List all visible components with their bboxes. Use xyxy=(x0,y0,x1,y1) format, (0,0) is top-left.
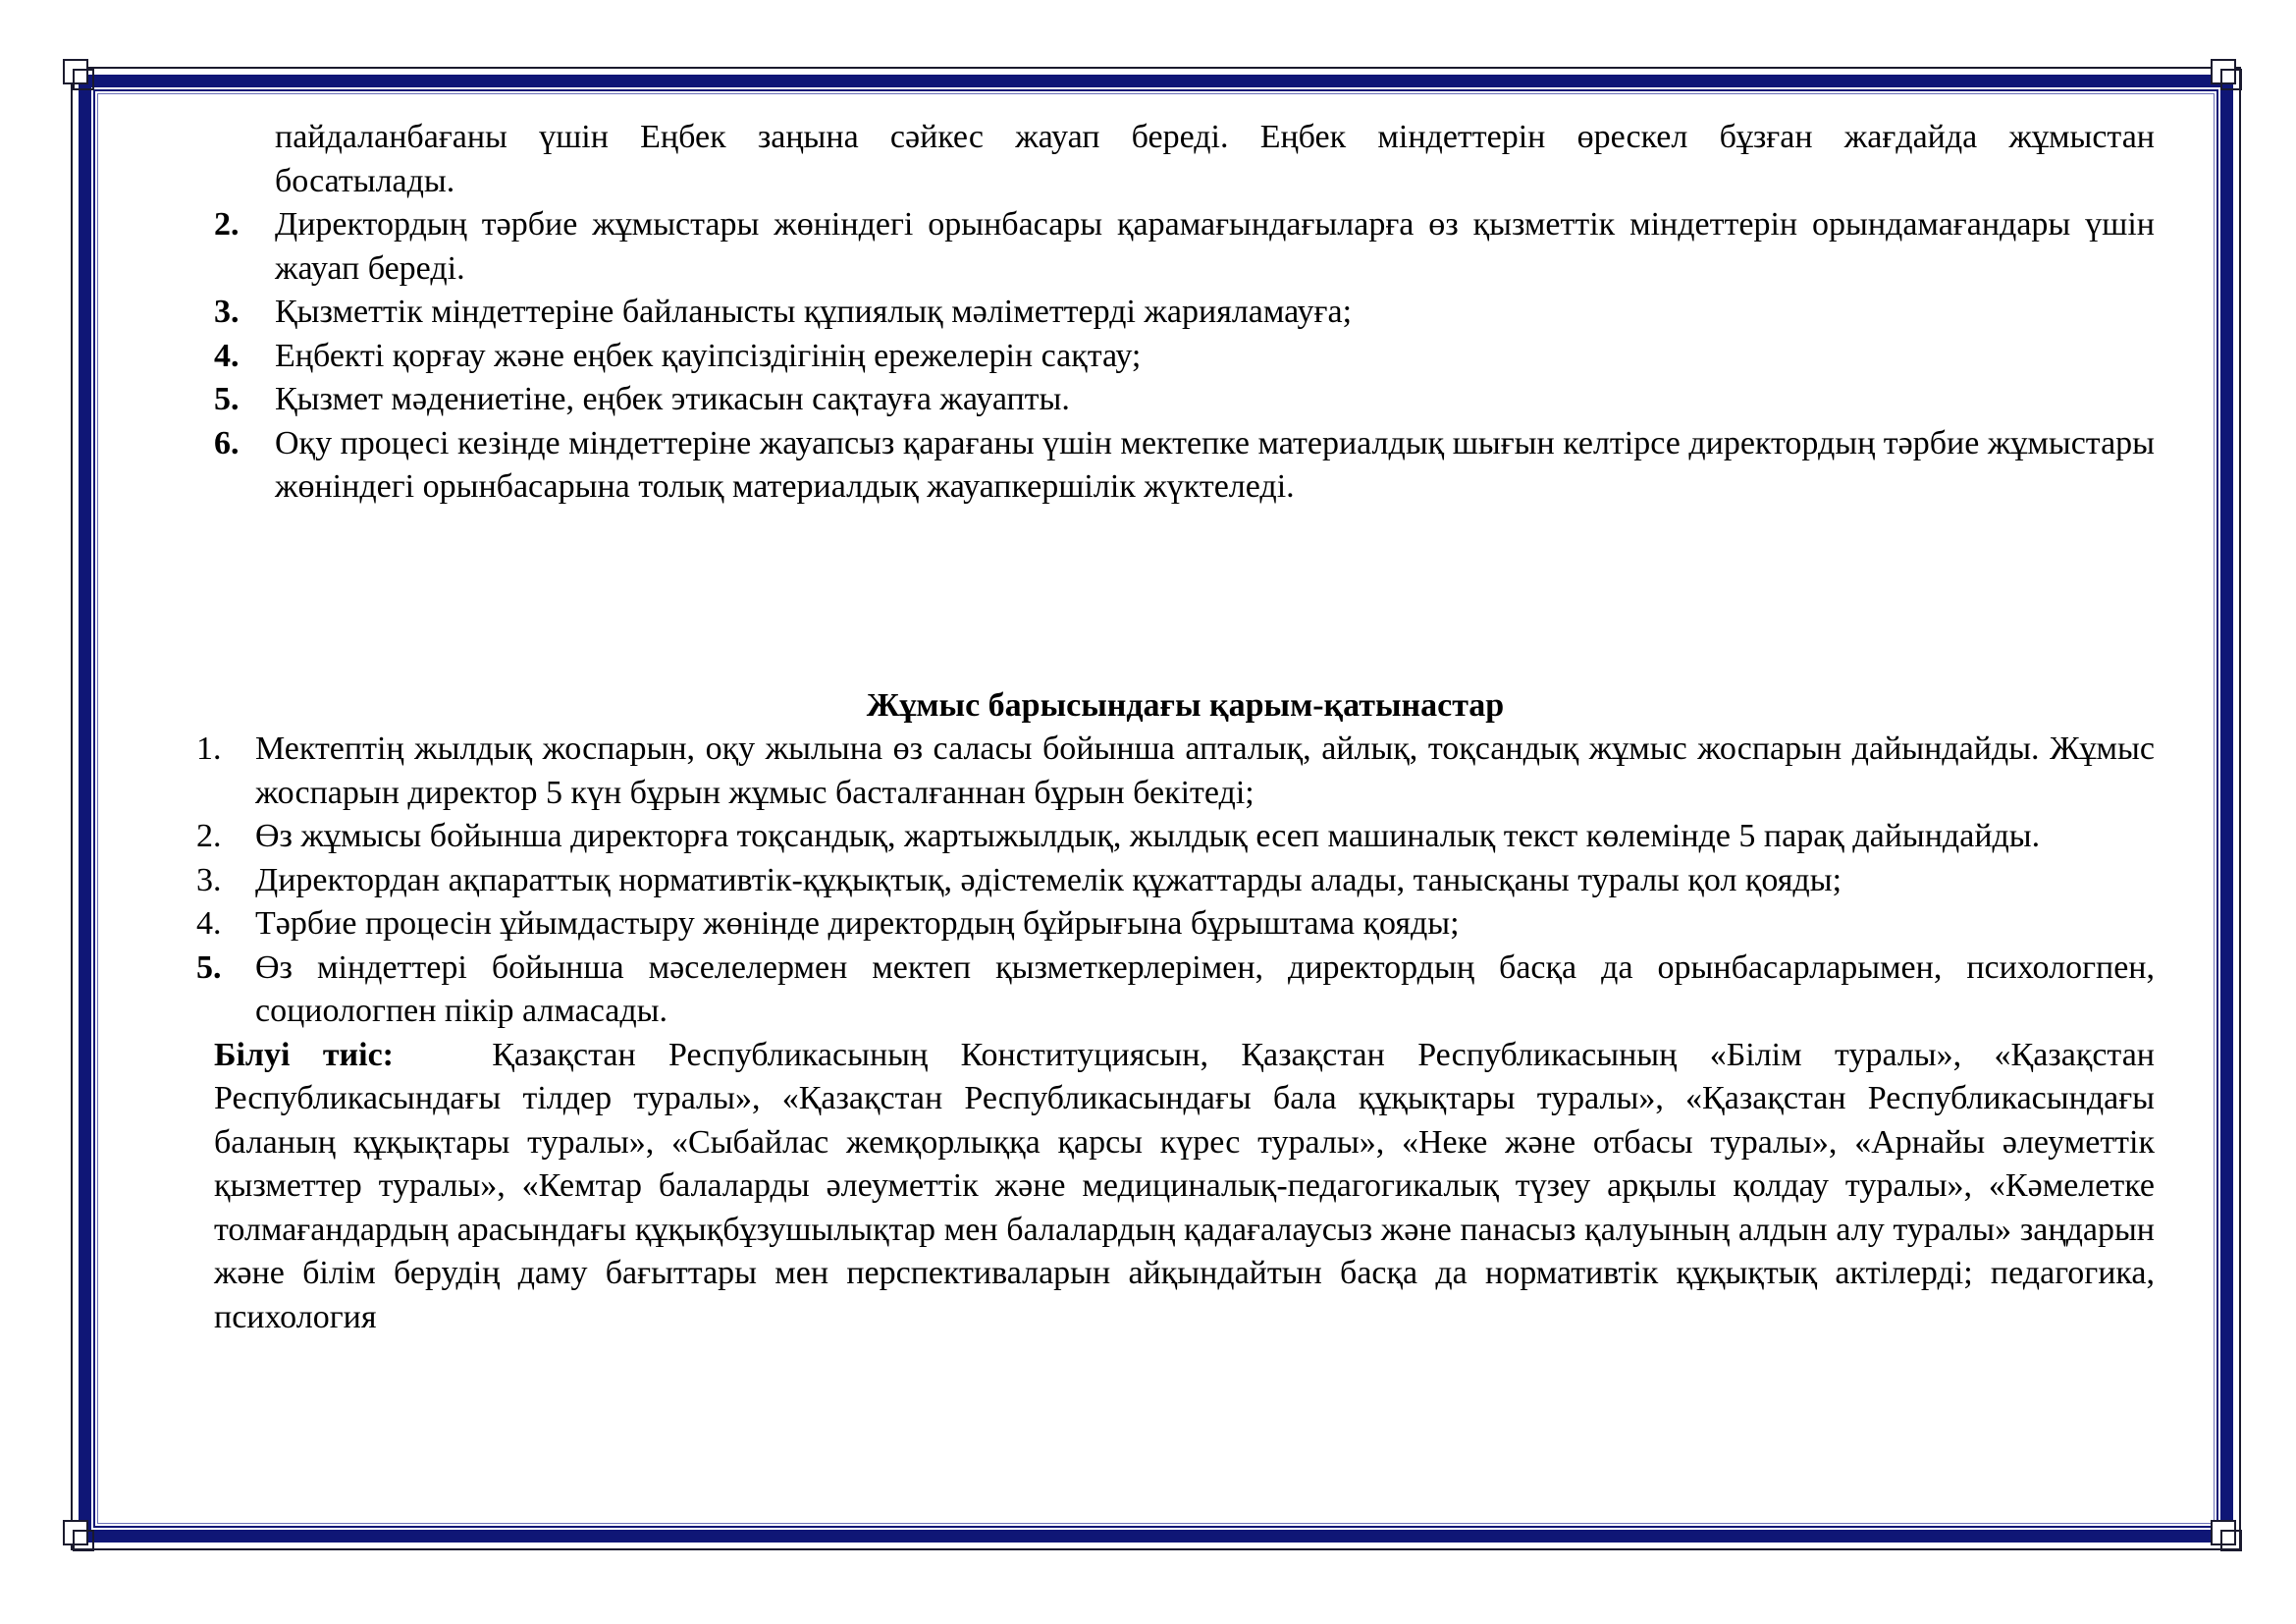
list-item xyxy=(196,378,2155,422)
vertical-spacer xyxy=(196,510,2155,684)
list-item xyxy=(196,902,2155,947)
list-item-number: 5. xyxy=(214,381,240,417)
frame-corner-bottom-right xyxy=(2211,1520,2250,1559)
list-item-text: Директордан ақпараттық нормативтік-құқықтық, әдістемелік құжаттарды алады, танысқаны туралы қол қояды; xyxy=(255,861,1842,898)
continuation-line: босатылады. xyxy=(275,162,455,199)
list-item-number: 2. xyxy=(196,818,222,854)
list-item-text: Оқу процесі кезінде міндеттеріне жауапсыз қарағаны үшін мектепке материалдық шығын келтірсе директордың тәрбие жұмыстары жөніндегі орынбасарына толық материалдық жауапкершілік жүктеледі. xyxy=(275,424,2155,505)
list-item-text: Өз жұмысы бойынша директорға тоқсандық, жартыжылдық, жылдық есеп машиналық текст көлемінде 5 парақ дайындайды. xyxy=(255,818,2041,854)
list-item xyxy=(196,859,2155,903)
document-body xyxy=(196,116,2155,1339)
list-item-number: 3. xyxy=(196,861,222,898)
knowledge-paragraph xyxy=(196,1034,2155,1340)
list-item-number: 4. xyxy=(214,337,240,374)
list-item xyxy=(196,728,2155,815)
list-item-text: Директордың тәрбие жұмыстары жөніндегі орынбасары қарамағындағыларға өз қызметтік міндеттерін орындамағандары үшін жауап береді. xyxy=(275,206,2155,287)
relations-list xyxy=(196,728,2155,1034)
list-item xyxy=(196,203,2155,291)
list-item-text: Қызмет мәдениетіне, еңбек этикасын сақтауға жауапты. xyxy=(275,381,1070,417)
list-item-number: 1. xyxy=(196,731,222,767)
knowledge-label: Білуі тиіс: xyxy=(214,1036,394,1073)
list-item-text: Қызметтік міндеттеріне байланысты құпиялық мәліметтерді жарияламауға; xyxy=(275,294,1353,330)
list-item xyxy=(196,335,2155,379)
list-item-number: 3. xyxy=(214,294,240,330)
frame-corner-top-right xyxy=(2211,59,2250,98)
frame-corner-bottom-left xyxy=(63,1520,102,1559)
list-item-number: 5. xyxy=(196,948,222,986)
list-item-text: Еңбекті қорғау және еңбек қауіпсіздігінің ережелерін сақтау; xyxy=(275,337,1142,374)
section-heading: Жұмыс барысындағы қарым-қатынастар xyxy=(866,686,1505,724)
knowledge-text: Қазақстан Республикасының Конституциясын, Қазақстан Республикасының «Білім туралы», «Қазақстан Республикасындағы тілдер туралы», «Қазақстан Республикасындағы бала құқықтары туралы», «Қазақстан Республикасындағы баланың құқықтары туралы», «Сыбайлас жемқорлыққа қарсы күрес туралы», «Неке және отбасы туралы», «Арнайы әлеуметтік қызметтер туралы», «Кемтар балаларды әлеуметтік және медициналық-педагогикалық түзеу арқылы қолдау туралы», «Кәмелетке толмағандардың арасындағы құқықбұзушылықтар мен балалардың қадағалаусыз және панасыз қалуының алдын алу туралы» заңдарын және білім берудің даму бағыттары мен перспективаларын айқындайтын басқа да нормативтік құқықтық актілерді; педагогика, психология xyxy=(214,1036,2155,1335)
list-item-number: 4. xyxy=(196,905,222,942)
list-item-number: 2. xyxy=(214,206,240,243)
list-item-number: 6. xyxy=(214,424,240,461)
list-item xyxy=(196,815,2155,859)
list-item-text: Мектептің жылдық жоспарын, оқу жылына өз саласы бойынша апталық, айлық, тоқсандық жұмыс жоспарын дайындайды. Жұмыс жоспарын директор 5 күн бұрын жұмыс басталғаннан бұрын бекітеді; xyxy=(255,731,2155,811)
frame-corner-top-left xyxy=(63,59,102,98)
list-item xyxy=(196,947,2155,1034)
continuation-line: пайдаланбағаны үшін Еңбек заңына сәйкес жауап береді. Еңбек міндеттерін өрескел бұзған жағдайда жұмыстан xyxy=(275,119,2155,155)
list-item xyxy=(196,422,2155,510)
list-item-text: Өз міндеттері бойынша мәселелермен мектеп қызметкерлерімен, директордың басқа да орынбасарларымен, психологпен, социологпен пікір алмасады. xyxy=(255,948,2155,1029)
list-item xyxy=(196,291,2155,335)
list-item-text: Тәрбие процесін ұйымдастыру жөнінде директордың бұйрығына бұрыштама қояды; xyxy=(255,905,1460,942)
